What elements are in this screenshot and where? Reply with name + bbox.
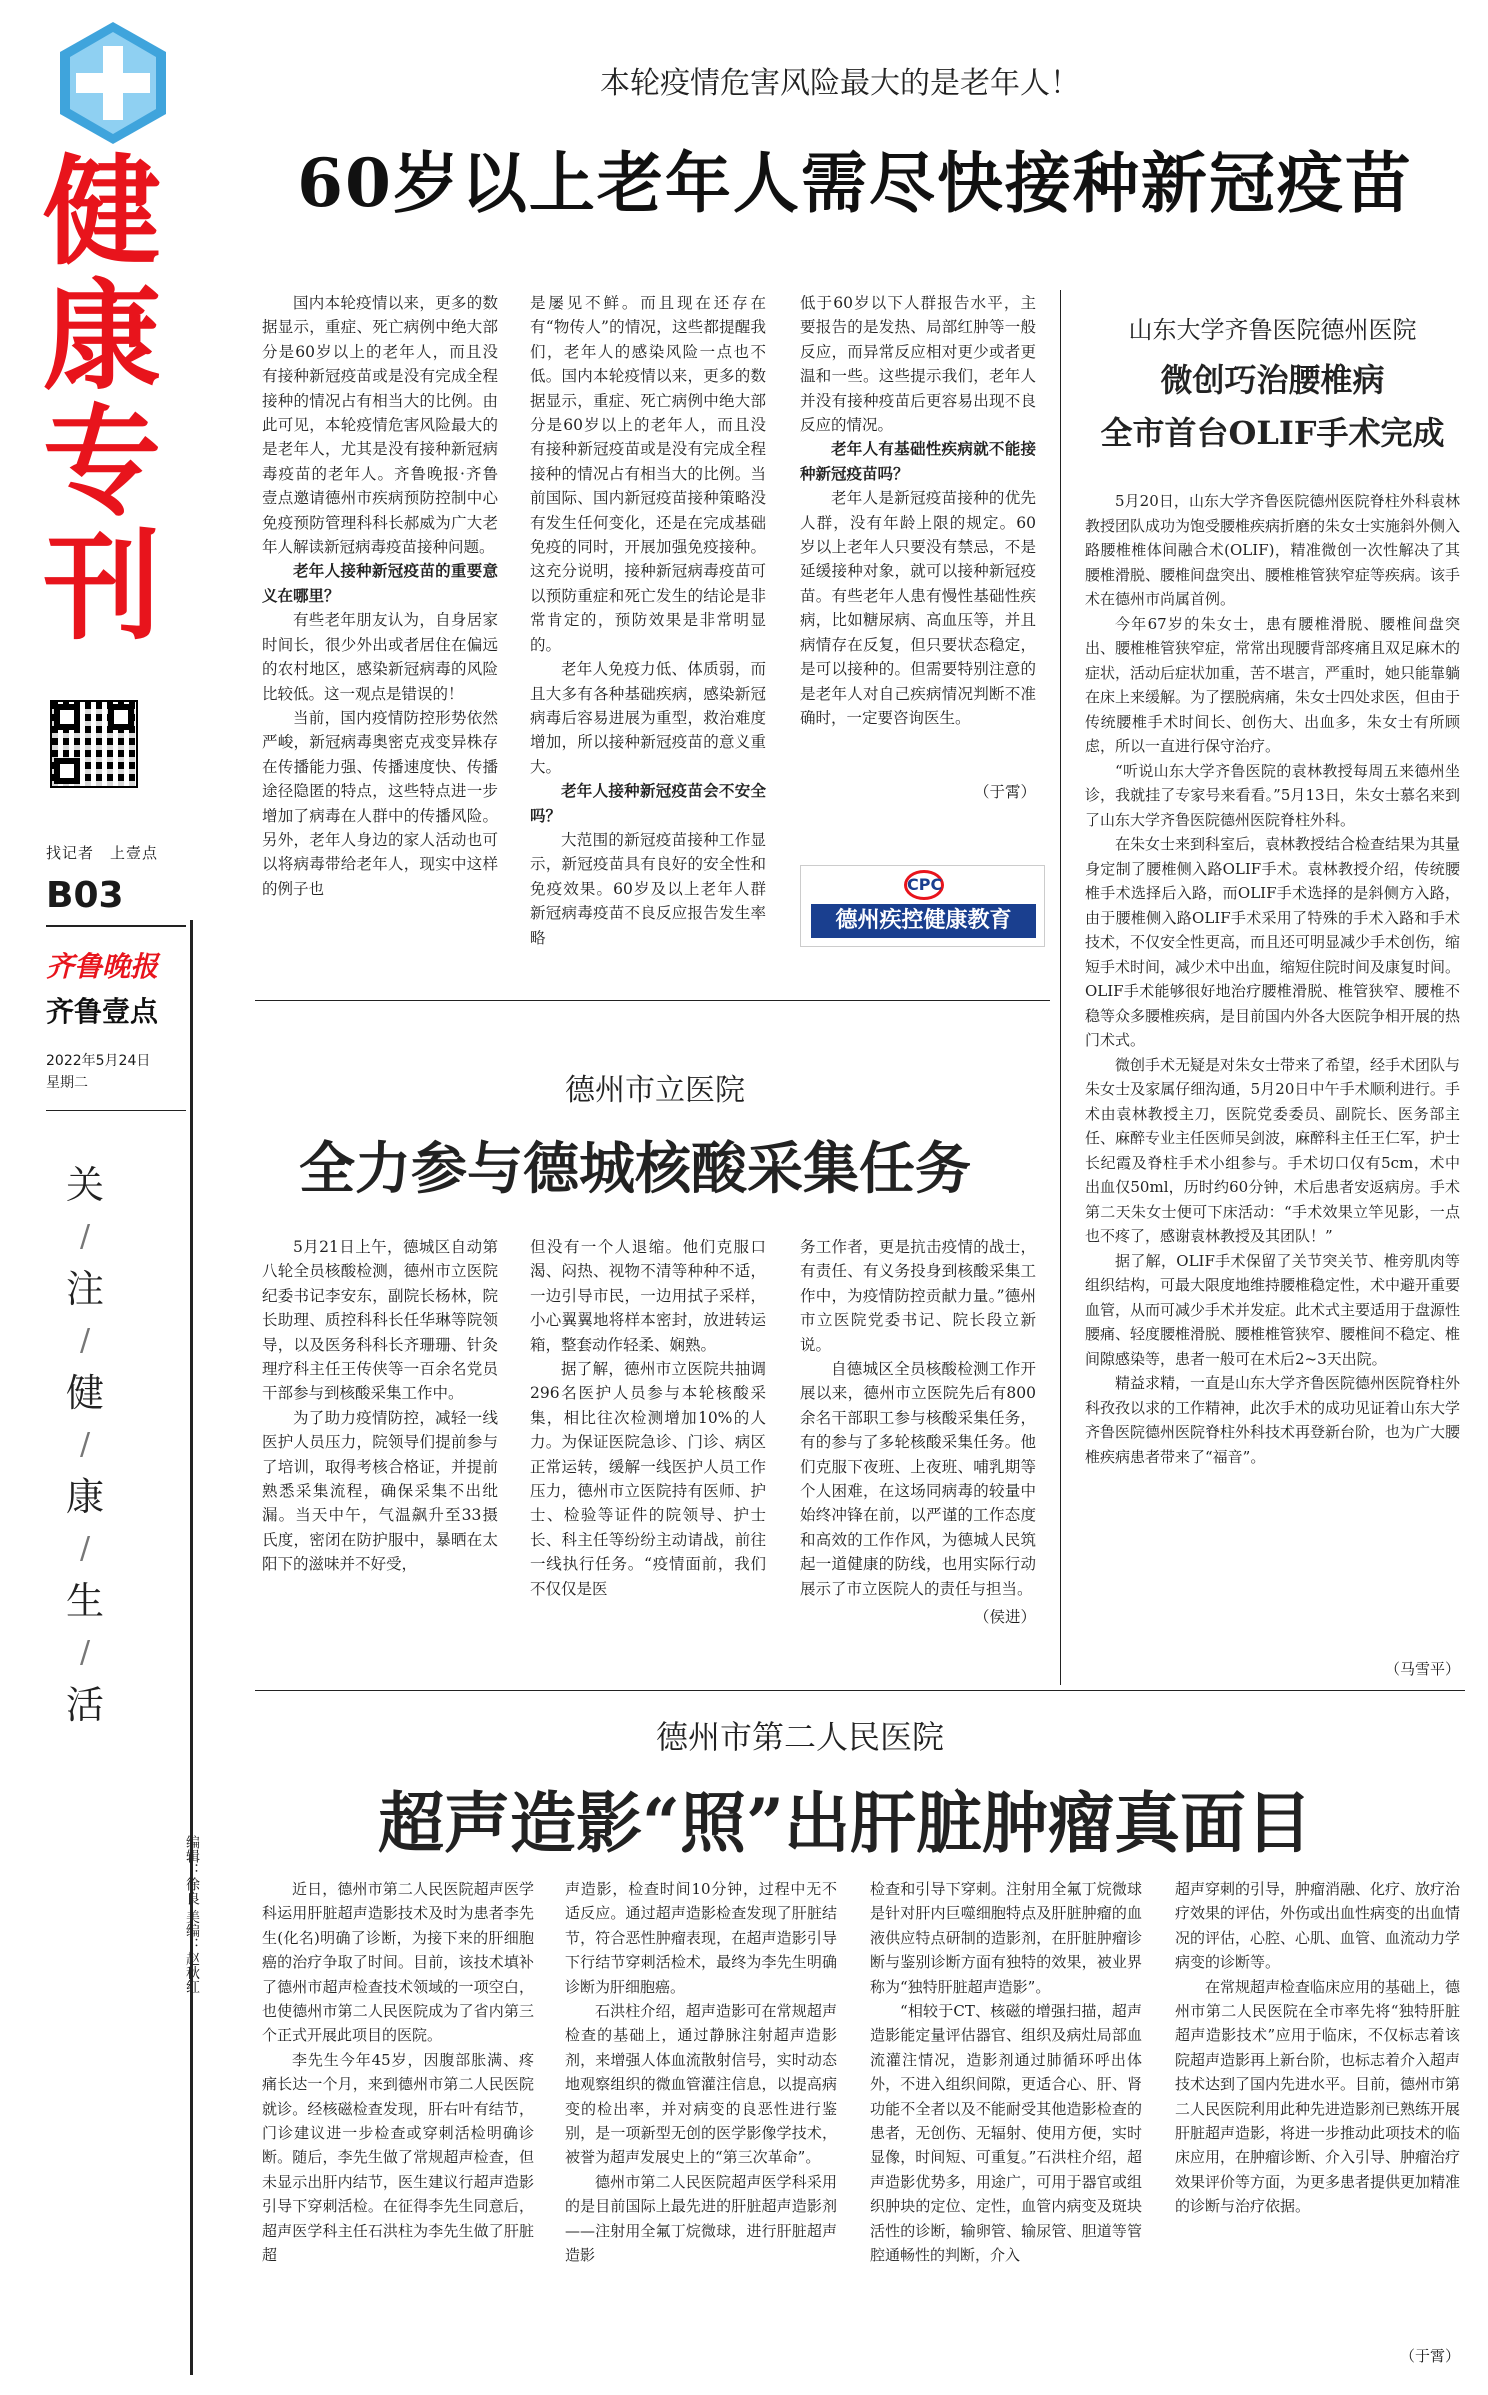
column-title-char: 康 (42, 268, 161, 406)
paragraph: 国内本轮疫情以来，更多的数据显示，重症、死亡病例中绝大部分是60岁以上的老年人，而且没有接种新冠疫苗或是没有完成全程接种的情况占有相当大的比例。由此可见，本轮疫情危害风险最大的是老年人，尤其是没有接种新冠病毒疫苗的老年人。齐鲁晚报·齐鲁壹点邀请德州市疾病预防控制中心免疫预防管理科科长郝威为广大老年人解读新冠病毒疫苗接种问题。 (262, 294, 498, 557)
paragraph: 在常规超声检查临床应用的基础上，德州市第二人民医院在全市率先将“独特肝脏超声造影技术”应用于临床，不仅标志着该院超声造影再上新台阶，也标志着介入超声技术达到了国内先进水平。目前，德州市第二人民医院利用此种先进造影剂已熟练开展肝脏超声造影，将进一步推动此项技术的临床应用，在肿瘤诊断、介入引导、肿瘤治疗效果评价等方面，为更多患者提供更加精准的诊断与治疗依据。 (1175, 1977, 1460, 2216)
article3-title: 全力参与德城核酸采集任务 (299, 1136, 971, 1202)
article4-hospital: 德州市第二人民医院 (655, 1718, 944, 1756)
paragraph: 石洪柱介绍，超声造影可在常规超声检查的基础上，通过静脉注射超声造影剂，来增强人体血流散射信号，实时动态地观察组织的微血管灌注信息，以提高病变的检出率，并对病变的良恶性进行鉴别，是一项新型无创的医学影像学技术，被誉为超声发展史上的“第三次革命”。 (565, 2002, 837, 2167)
article4-column (565, 1877, 837, 2377)
paragraph: 有些老年朋友认为，自身居家时间长，很少外出或者居住在偏远的农村地区，感染新冠病毒的风险比较低。这一观点是错误的！ (262, 611, 498, 703)
sidebar-rule (190, 920, 193, 2375)
paragraph: 老年人是新冠疫苗接种的优先人群，没有年龄上限的规定。60岁以上老年人只要没有禁忌，不是延缓接种对象，就可以接种新冠疫苗。有些老年人患有慢性基础性疾病，比如糖尿病、高血压等，并且病情存在反复，但只要状态稳定，是可以接种的。但需要特别注意的是老年人对自己疾病情况判断不准确时，一定要咨询医生。 (800, 489, 1036, 727)
scan-prompt: 找记者 上壹点 (46, 844, 159, 862)
slogan-char: 活 (65, 1683, 104, 1727)
paragraph: 为了助力疫情防控，减轻一线医护人员压力，院领导们提前参与了培训，取得考核合格证，并提前熟悉采集流程，确保采集不出纰漏。当天中午，气温飙升至33摄氏度，密闭在防护服中，暴晒在太阳下的滋味并不好受， (262, 1408, 498, 1574)
paragraph: 声造影，检查时间10分钟，过程中无不适反应。通过超声造影检查发现了肝脏结节，符合恶性肿瘤表现，在超声造影引导下行结节穿刺活检术，最终为李先生明确诊断为肝细胞癌。 (565, 1880, 837, 1996)
article3-column (262, 1235, 498, 1675)
paragraph: 是屡见不鲜。而且现在还存在有“物传人”的情况，这些都提醒我们，老年人的感染风险一点也不低。国内本轮疫情以来，更多的数据显示，重症、死亡病例中绝大部分是60岁以上的老年人，而且没有接种新冠疫苗或是没有完成全程接种的情况占有相当大的比例。当前国际、国内新冠疫苗接种策略没有发生任何变化，还是在完成基础免疫的同时，开展加强免疫接种。这充分说明，接种新冠病毒疫苗可以预防重症和死亡发生的结论是非常肯定的，预防效果是非常明显的。 (530, 294, 766, 654)
article1-column (262, 291, 498, 984)
article4-title: 超声造影“照”出肝脏肿瘤真面目 (378, 1784, 1312, 1862)
column-divider (1060, 290, 1061, 1685)
article1-column (800, 291, 1036, 803)
weekday-text: 星期二 (46, 1075, 88, 1091)
slogan-char: 康 (65, 1475, 104, 1519)
article4-column (870, 1877, 1142, 2377)
hospital-cross-logo-icon (48, 18, 178, 148)
paragraph: 微创手术无疑是对朱女士带来了希望，经手术团队与朱女士及家属仔细沟通，5月20日中午手术顺利进行。手术由袁林教授主刀，医院党委委员、副院长、医务部主任、麻醉专业主任医师吴剑波，麻醉科主任王仁军，护士长纪霞及脊柱手术小组参与。手术切口仅有5cm，术中出血仅50ml，历时约60分钟，术后患者安返病房。手术第二天朱女士便可下床活动：“手术效果立竿见影，一点也不疼了，感谢袁林教授及其团队！” (1085, 1055, 1460, 1245)
paragraph: 5月20日，山东大学齐鲁医院德州医院脊柱外科袁林教授团队成功为饱受腰椎疾病折磨的朱女士实施斜外侧入路腰椎椎体间融合术(OLIF)，精准微创一次性解决了其腰椎滑脱、腰椎间盘突出、腰椎椎管狭窄症等疾病。该手术在德州市尚属首例。 (1085, 492, 1460, 608)
paragraph: 大范围的新冠疫苗接种工作显示，新冠疫苗具有良好的安全性和免疫效果。60岁及以上老年人群新冠病毒疫苗不良反应报告发生率略 (530, 830, 766, 947)
column-title-char: 专 (42, 393, 161, 531)
divider (46, 1110, 186, 1111)
cdc-logo-icon: CPC (904, 870, 944, 900)
paragraph: 近日，德州市第二人民医院超声医学科运用肝脏超声造影技术及时为患者李先生(化名)明确了诊断，为接下来的肝细胞癌的治疗争取了时间。目前，该技术填补了德州市超声检查技术领域的一项空白，也使德州市第二人民医院成为了省内第三个正式开展此项目的医院。 (262, 1880, 534, 2045)
cdc-health-education-logo (800, 865, 1045, 947)
paragraph: “听说山东大学齐鲁医院的袁林教授每周五来德州坐诊，我就挂了专家号来看看。”5月13日，朱女士慕名来到了山东大学齐鲁医院德州医院脊柱外科。 (1085, 761, 1460, 829)
column-title (22, 143, 182, 656)
sidebar (0, 0, 200, 2395)
paragraph: 老年人免疫力低、体质弱，而且大多有各种基础疾病，感染新冠病毒后容易进展为重型，救治难度增加，所以接种新冠疫苗的意义重大。 (530, 660, 766, 776)
article2-signature: （马雪平） (1384, 1660, 1460, 1678)
column-slogan: 关 / 注 / 健 / 康 / 生 / 活 (55, 1160, 115, 1730)
article3-hospital: 德州市立医院 (565, 1073, 745, 1108)
section-divider (255, 1000, 1050, 1001)
article3-signature: （侯进） (960, 1605, 1036, 1627)
article1-signature: （于霄） (973, 783, 1036, 801)
article1-title: 60岁以上老年人需尽快接种新冠疫苗 (297, 144, 1413, 222)
page-number: B03 (46, 875, 124, 916)
slogan-char: 生 (65, 1579, 104, 1623)
column-title-char: 健 (42, 143, 161, 281)
article2-title: 微创巧治腰椎病 (1160, 361, 1385, 399)
subheading: 老年人接种新冠疫苗会不安全吗？ (530, 781, 766, 825)
editor-credits (160, 1835, 200, 1993)
slogan-char: 注 (65, 1267, 104, 1311)
paragraph: “相较于CT、核磁的增强扫描，超声造影能定量评估器官、组织及病灶局部血流灌注情况，造影剂通过肺循环呼出体外，不进入组织间隙，更适合心、肝、肾功能不全者以及不能耐受其他造影检查的患者，无创伤、无辐射、使用方便，实时显像，时间短、可重复。”石洪柱介绍，超声造影优势多，用途广，可用于器官或组织肿块的定位、定性，血管内病变及斑块活性的诊断，输卵管、输尿管、胆道等管腔通畅性的判断，介入 (870, 2002, 1142, 2265)
paragraph: 据了解，OLIF手术保留了关节突关节、椎旁肌肉等组织结构，可最大限度地维持腰椎稳定性，术中避开重要血管，从而可减少手术并发症。此术式主要适用于盘源性腰痛、轻度腰椎滑脱、腰椎椎管狭窄、腰椎间不稳定、椎间隙感染等，患者一般可在术后2~3天出院。 (1085, 1251, 1460, 1368)
article4-column (1175, 1877, 1460, 2347)
article3-column (530, 1235, 766, 1675)
newspaper-logo-black: 齐鲁壹点 (46, 995, 159, 1028)
article4-column (262, 1877, 534, 2377)
article2-title: 全市首台OLIF手术完成 (1100, 414, 1445, 452)
article1-subtitle: 本轮疫情危害风险最大的是老年人！ (600, 66, 1080, 101)
paragraph: 超声穿刺的引导，肿瘤消融、化疗、放疗治疗效果的评估，外伤或出血性病变的出血情况的评估，心腔、心肌、血管、血流动力学病变的诊断等。 (1175, 1880, 1460, 1972)
issue-date (46, 1050, 150, 1094)
paragraph: 精益求精，一直是山东大学齐鲁医院德州医院脊柱外科孜孜以求的工作精神，此次手术的成功见证着山东大学齐鲁医院德州医院脊柱外科技术再登新台阶，也为广大腰椎疾病患者带来了“福音”。 (1085, 1374, 1460, 1466)
subheading: 老年人有基础性疾病就不能接种新冠疫苗吗？ (800, 439, 1036, 483)
paragraph: 当前，国内疫情防控形势依然严峻，新冠病毒奥密克戎变异株存在传播能力强、传播速度快、传播途径隐匿的特点，这些特点进一步增加了病毒在人群中的传播风险。另外，老年人身边的家人活动也可以将病毒带给老年人，现实中这样的例子也 (262, 708, 498, 898)
paragraph: 自德城区全员核酸检测工作开展以来，德州市立医院先后有800余名干部职工参与核酸采集任务，有的参与了多轮核酸采集任务。他们克服下夜班、上夜班、哺乳期等个人困难，在这场同病毒的较量中始终冲锋在前，以严谨的工作态度和高效的工作作风，为德城人民筑起一道健康的防线，也用实际行动展示了市立医院人的责任与担当。 (800, 1360, 1036, 1598)
article1-column (530, 291, 766, 984)
article4-signature: （于霄） (1399, 2347, 1460, 2365)
slogan-char: 关 (65, 1163, 104, 1207)
paragraph: 在朱女士来到科室后，袁林教授结合检查结果为其量身定制了腰椎侧入路OLIF手术。袁林教授介绍，传统腰椎手术选择后入路，而OLIF手术选择的是斜侧方入路，由于腰椎侧入路OLIF手术采用了特殊的手术入路和手术技术，不仅安全性更高，而且还可明显减少手术创伤，缩短手术时间，减少术中出血，缩短住院时间及康复时间。OLIF手术能够很好地治疗腰椎滑脱、椎管狭窄、腰椎不稳等众多腰椎疾病，是目前国内外各大医院争相开展的热门术式。 (1085, 835, 1460, 1049)
column-title-char: 刊 (42, 518, 161, 656)
logo-text: 德州疾控健康教育 (811, 904, 1036, 938)
paragraph: 但没有一个人退缩。他们克服口渴、闷热、视物不清等种种不适，一边引导市民，一边用拭子采样，小心翼翼地将样本密封，放进转运箱，整套动作轻柔、娴熟。 (530, 1238, 766, 1354)
slogan-char: 健 (65, 1371, 104, 1415)
divider (46, 925, 186, 927)
article2-hospital: 山东大学齐鲁医院德州医院 (1128, 316, 1417, 344)
paragraph: 德州市第二人民医院超声医学科采用的是目前国际上最先进的肝脏超声造影剂——注射用全氟丁烷微球，进行肝脏超声造影 (565, 2172, 837, 2265)
paragraph: 务工作者，更是抗击疫情的战士，有责任、有义务投身到核酸采集工作中，为疫情防控贡献力量。”德州市立医院党委书记、院长段立新说。 (800, 1238, 1036, 1354)
newspaper-logo-red: 齐鲁晚报 (46, 950, 159, 983)
date-text: 2022年5月24日 (46, 1053, 151, 1069)
paragraph: 检查和引导下穿刺。注射用全氟丁烷微球是针对肝内巨噬细胞特点及肝脏肿瘤的血液供应特点研制的造影剂，在肝脏肿瘤诊断与鉴别诊断方面有独特的效果，被业界称为“独特肝脏超声造影”。 (870, 1880, 1142, 1996)
qr-code-icon[interactable] (50, 700, 138, 788)
paragraph: 5月21日上午，德城区自动第八轮全员核酸检测，德州市立医院纪委书记李安东，副院长杨林，院长助理、质控科科长任华琳等院领导，以及医务科科长齐珊珊、针灸理疗科主任王传侠等一百余名党员干部参与到核酸采集工作中。 (262, 1238, 498, 1403)
subheading: 老年人接种新冠疫苗的重要意义在哪里？ (262, 561, 498, 605)
article2-body (1085, 489, 1460, 1669)
paragraph: 低于60岁以下人群报告水平，主要报告的是发热、局部红肿等一般反应，而异常反应相对更少或者更温和一些。这些提示我们，老年人并没有接种疫苗后更容易出现不良反应的情况。 (800, 294, 1036, 435)
paragraph: 李先生今年45岁，因腹部胀满、疼痛长达一个月，来到德州市第二人民医院就诊。经核磁检查发现，肝右叶有结节，门诊建议进一步检查或穿刺活检明确诊断。随后，李先生做了常规超声检查，但未显示出肝内结节，医生建议行超声造影引导下穿刺活检。在征得李先生同意后，超声医学科主任石洪柱为李先生做了肝脏超 (262, 2050, 534, 2265)
paragraph: 据了解，德州市立医院共抽调296名医护人员参与本轮核酸采集，相比往次检测增加10%的人力。为保证医院急诊、门诊、病区正常运转，缓解一线医护人员工作压力，德州市立医院持有医师、护士、检验等证件的院领导、护士长、科主任等纷纷主动请战，前往一线执行任务。“疫情面前，我们不仅仅是医 (530, 1360, 766, 1598)
paragraph: 今年67岁的朱女士，患有腰椎滑脱、腰椎间盘突出、腰椎椎管狭窄症，常常出现腰背部疼痛且双足麻木的症状，活动后症状加重，苦不堪言，严重时，她只能靠躺在床上来缓解。为了摆脱病痛，朱女士四处求医，但由于传统腰椎手术时间长、创伤大、出血多，朱女士有所顾虑，所以一直进行保守治疗。 (1085, 614, 1460, 755)
section-divider (255, 1690, 1465, 1691)
